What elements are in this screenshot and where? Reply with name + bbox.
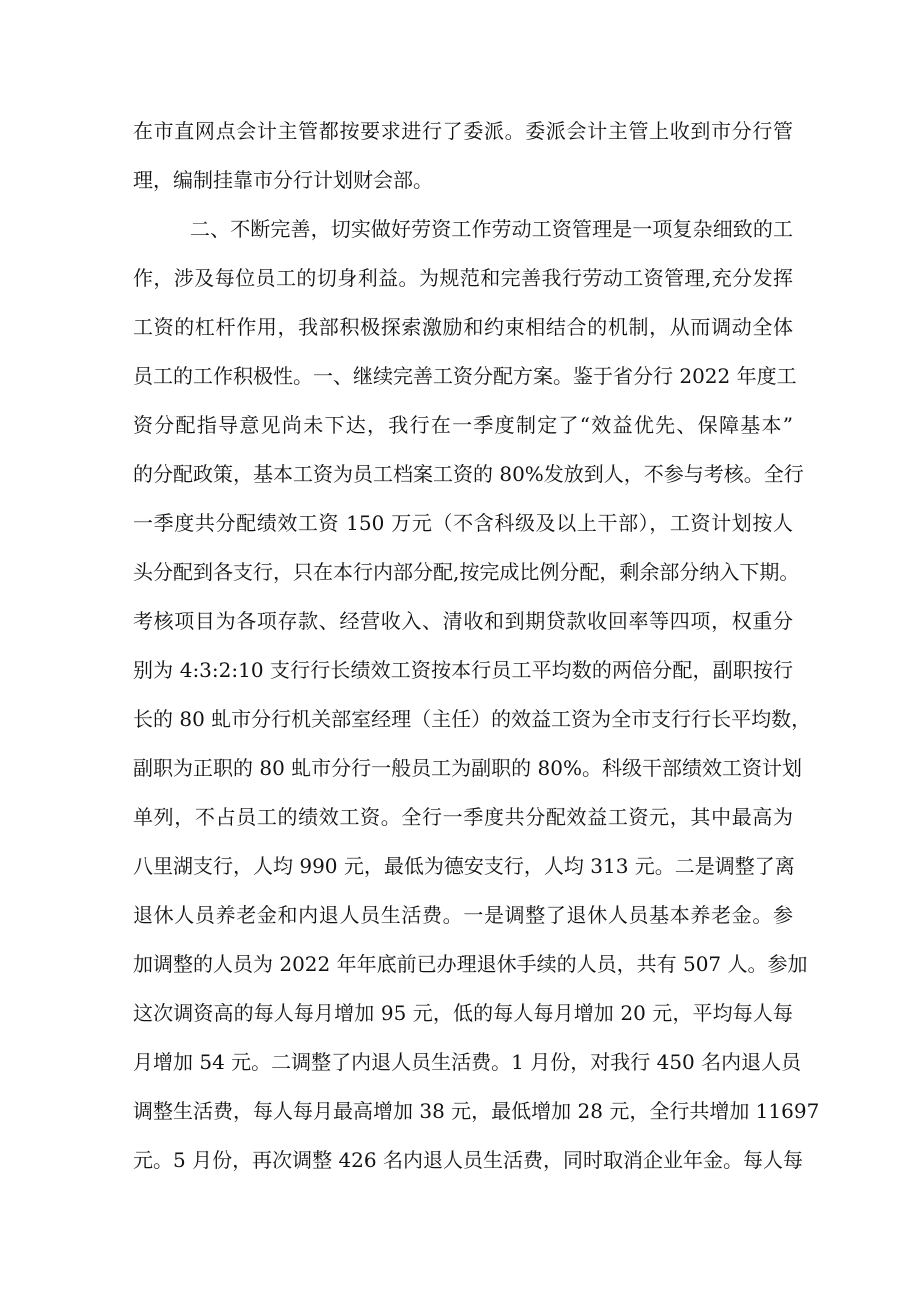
text-line: 八里湖支行，人均 990 元，最低为德安支行，人均 313 元。二是调整了离 [133,854,795,878]
text-line: 工资的杠杆作用，我部积极探索激励和约束相结合的机制，从而调动全体 [133,315,793,339]
text-line: 理，编制挂靠市分行计划财会部。 [133,168,433,192]
text-line: 调整生活费，每人每月最高增加 38 元，最低增加 28 元，全行共增加 11697 [133,1099,820,1123]
text-line: 考核项目为各项存款、经营收入、清收和到期贷款收回率等四项，权重分 [133,609,793,633]
text-line: 这次调资高的每人每月增加 95 元，低的每人每月增加 20 元，平均每人每 [133,1001,793,1025]
text-line: 作，涉及每位员工的切身利益。为规范和完善我行劳动工资管理,充分发挥 [133,266,793,290]
text-line: 的分配政策，基本工资为员工档案工资的 80%发放到人，不参与考核。全行 [133,462,804,486]
text-line: 月增加 54 元。二调整了内退人员生活费。1 月份，对我行 450 名内退人员 [133,1050,802,1074]
text-line: 别为 4:3:2:10 支行行长绩效工资按本行员工平均数的两倍分配，副职按行 [133,658,793,682]
text-line: 加调整的人员为 2022 年年底前已办理退休手续的人员，共有 507 人。参加 [133,952,808,976]
text-line: 资分配指导意见尚未下达，我行在一季度制定了“效益优先、保障基本” [133,413,793,437]
text-line: 一季度共分配绩效工资 150 万元（不含科级及以上干部），工资计划按人 [133,511,793,535]
text-line: 副职为正职的 80 虬市分行一般员工为副职的 80%。科级干部绩效工资计划 [133,756,802,780]
text-line: 在市直网点会计主管都按要求进行了委派。委派会计主管上收到市分行管 [133,119,793,143]
text-line: 员工的工作积极性。一、继续完善工资分配方案。鉴于省分行 2022 年度工 [133,364,797,388]
paragraph-start-line: 二、不断完善，切实做好劳资工作劳动工资管理是一项复杂细致的工 [190,217,793,241]
text-line: 单列，不占员工的绩效工资。全行一季度共分配效益工资元，其中最高为 [133,805,793,829]
text-line: 元。5 月份，再次调整 426 名内退人员生活费，同时取消企业年金。每人每 [133,1148,803,1172]
text-line: 退休人员养老金和内退人员生活费。一是调整了退休人员基本养老金。参 [133,903,793,927]
text-line: 长的 80 虬市分行机关部室经理（主任）的效益工资为全市支行行长平均数， [133,707,812,731]
text-line: 头分配到各支行，只在本行内部分配,按完成比例分配，剩余部分纳入下期。 [133,560,800,584]
